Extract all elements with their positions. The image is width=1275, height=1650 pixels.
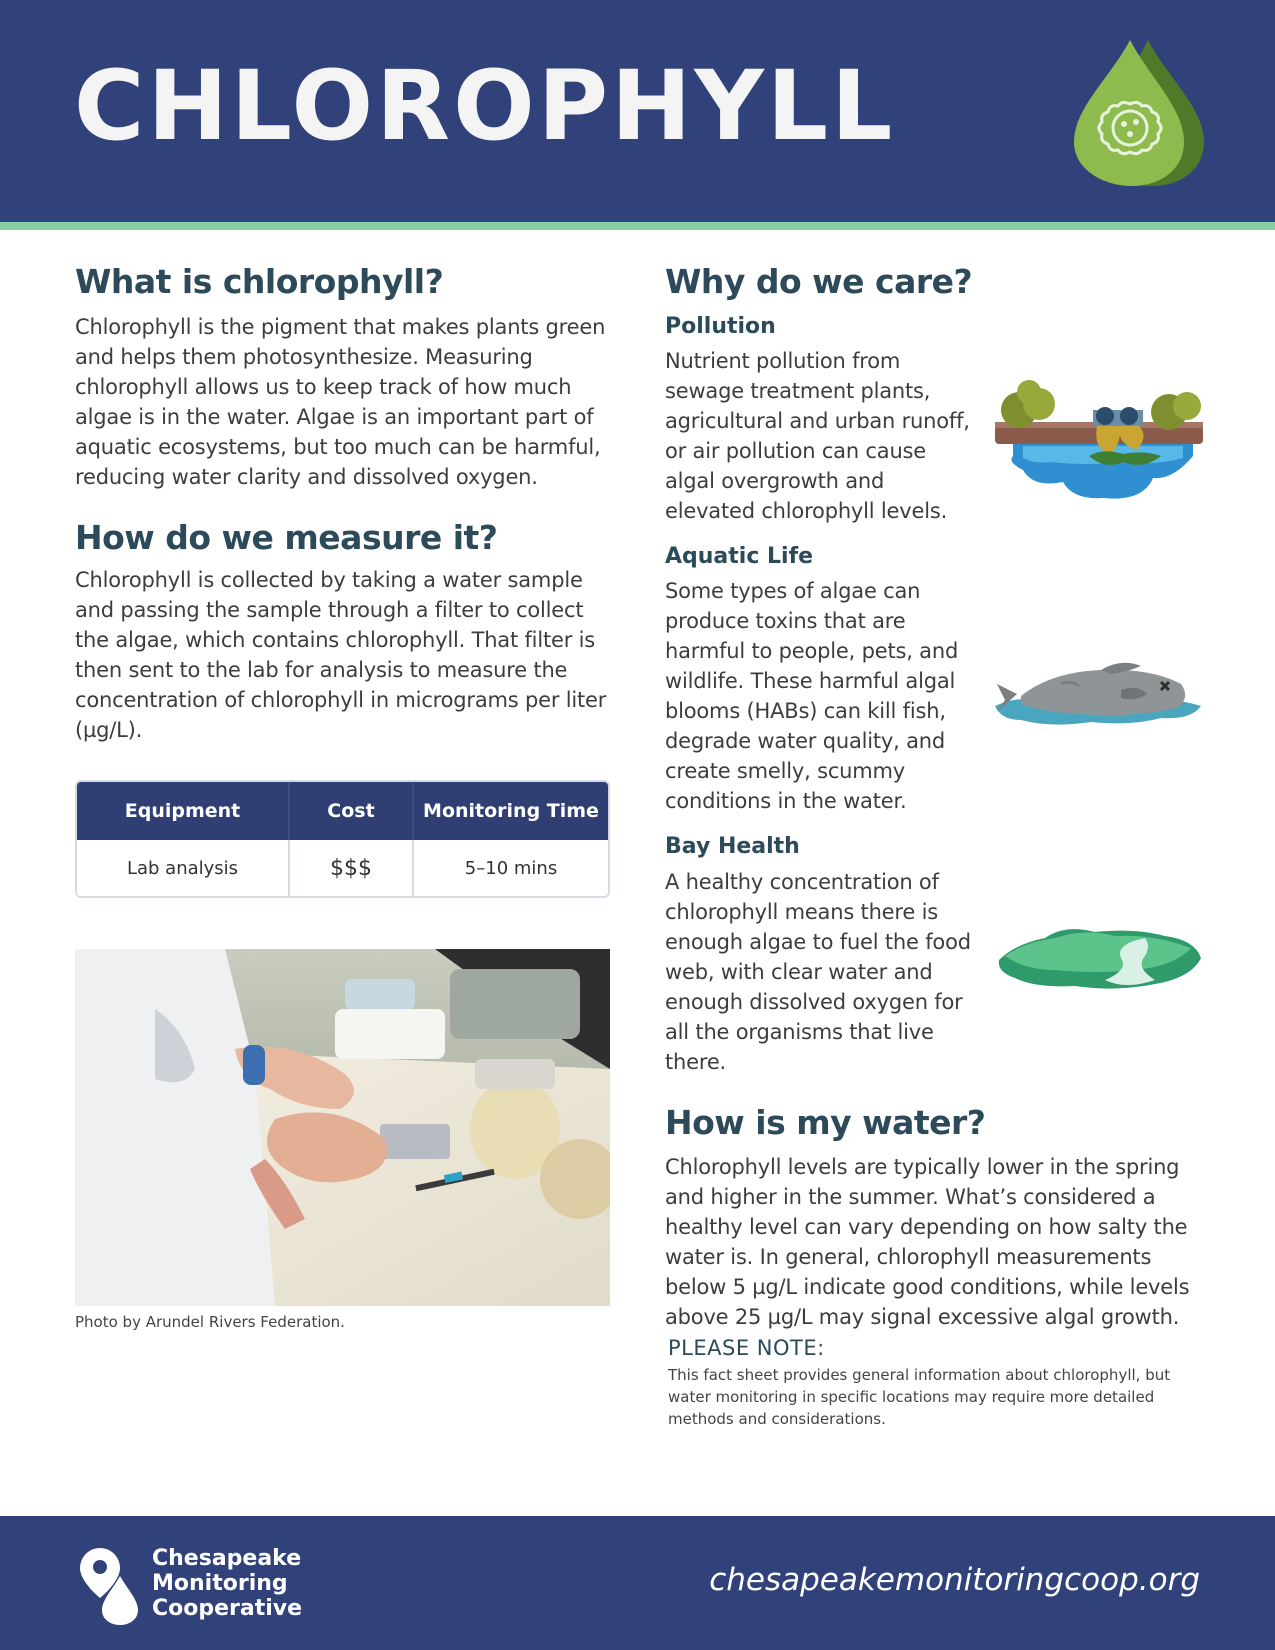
table-header-cost: Cost (290, 782, 414, 840)
note-section (668, 1336, 1188, 1430)
footer-org-line: Chesapeake (152, 1546, 302, 1571)
note-text: This fact sheet provides general information about chlorophyll, but water monitoring in specific locations may require more detailed methods and considerations. (668, 1366, 1171, 1428)
care-item-title: Pollution (665, 313, 776, 339)
care-item-aquatic-life (665, 544, 1205, 816)
footer (0, 1516, 1275, 1650)
what-section (75, 262, 615, 492)
table-row (77, 840, 608, 896)
photo-caption: Photo by Arundel Rivers Federation. (75, 1313, 345, 1331)
water-text: Chlorophyll levels are typically lower in the spring and higher in the summer. What’s considered a healthy level can vary depending on how salty the water is. In general, chlorophyll measurements below 5 µg/L indicate good conditions, while levels above 25 µg/L may signal excessive algal growth. (665, 1155, 1190, 1330)
table-cell-equipment: Lab analysis (77, 840, 290, 896)
chlorophyll-drop-icon (1068, 38, 1208, 190)
dead-fish-icon (991, 654, 1205, 734)
water-section (665, 1103, 1205, 1333)
table-cell-time: 5–10 mins (464, 857, 558, 879)
equipment-table (75, 780, 610, 898)
water-heading: How is my water? (665, 1102, 986, 1142)
river-landscape-icon (995, 914, 1205, 994)
measure-heading: How do we measure it? (75, 517, 498, 557)
sampling-photo (75, 949, 610, 1306)
table-header-row (77, 782, 608, 840)
note-title: PLEASE NOTE: (668, 1336, 825, 1360)
page-title: CHLOROPHYLL (74, 50, 896, 162)
measure-text: Chlorophyll is collected by taking a water sample and passing the sample through a filter to collect the algae, which contains chlorophyll. That filter is then sent to the lab for analysis to measure the concentration of chlorophyll in micrograms per liter (µg/L). (75, 568, 607, 743)
why-section (665, 262, 1205, 1077)
table-header-equipment: Equipment (77, 782, 290, 840)
what-heading: What is chlorophyll? (75, 262, 444, 301)
care-item-text: Nutrient pollution from sewage treatment plants, agricultural and urban runoff, or air pollution can cause algal overgrowth and elevated chlorophyll levels. (665, 348, 970, 523)
what-text: Chlorophyll is the pigment that makes plants green and helps them photosynthesize. Measuring chlorophyll allows us to keep track of how much algae is in the water. Algae is an important part of aquatic ecosystems, but too much can be harmful, reducing water clarity and dissolved oxygen. (75, 314, 606, 489)
care-item-text: A healthy concentration of chlorophyll means there is enough algae to fuel the food web, with clear water and enough dissolved oxygen for all the organisms that live there. (665, 869, 971, 1074)
footer-org-line: Monitoring (152, 1571, 288, 1596)
care-item-pollution (665, 314, 1205, 526)
left-column (75, 262, 615, 745)
why-heading: Why do we care? (665, 262, 973, 301)
table-cell-cost: $$$ (290, 840, 414, 896)
table-header-time: Monitoring Time (423, 800, 599, 822)
measure-section (75, 518, 615, 746)
care-item-text: Some types of algae can produce toxins that are harmful to people, pets, and wildlife. These harmful algal blooms (HABs) can kill fish, degrade water quality, and create smelly, scummy conditions in the water. (665, 579, 959, 814)
cooperative-logo-icon (78, 1546, 140, 1626)
header-banner (0, 0, 1275, 222)
right-column (665, 262, 1205, 1332)
care-item-bay-health (665, 834, 1205, 1076)
care-item-title: Aquatic Life (665, 543, 814, 569)
footer-website-link[interactable]: chesapeakemonitoringcoop.org (709, 1562, 1200, 1598)
footer-org-name (152, 1546, 302, 1621)
header-accent-stripe (0, 222, 1275, 230)
care-item-title: Bay Health (665, 834, 800, 860)
pollution-icon (993, 370, 1205, 500)
footer-org-line: Cooperative (152, 1596, 303, 1621)
